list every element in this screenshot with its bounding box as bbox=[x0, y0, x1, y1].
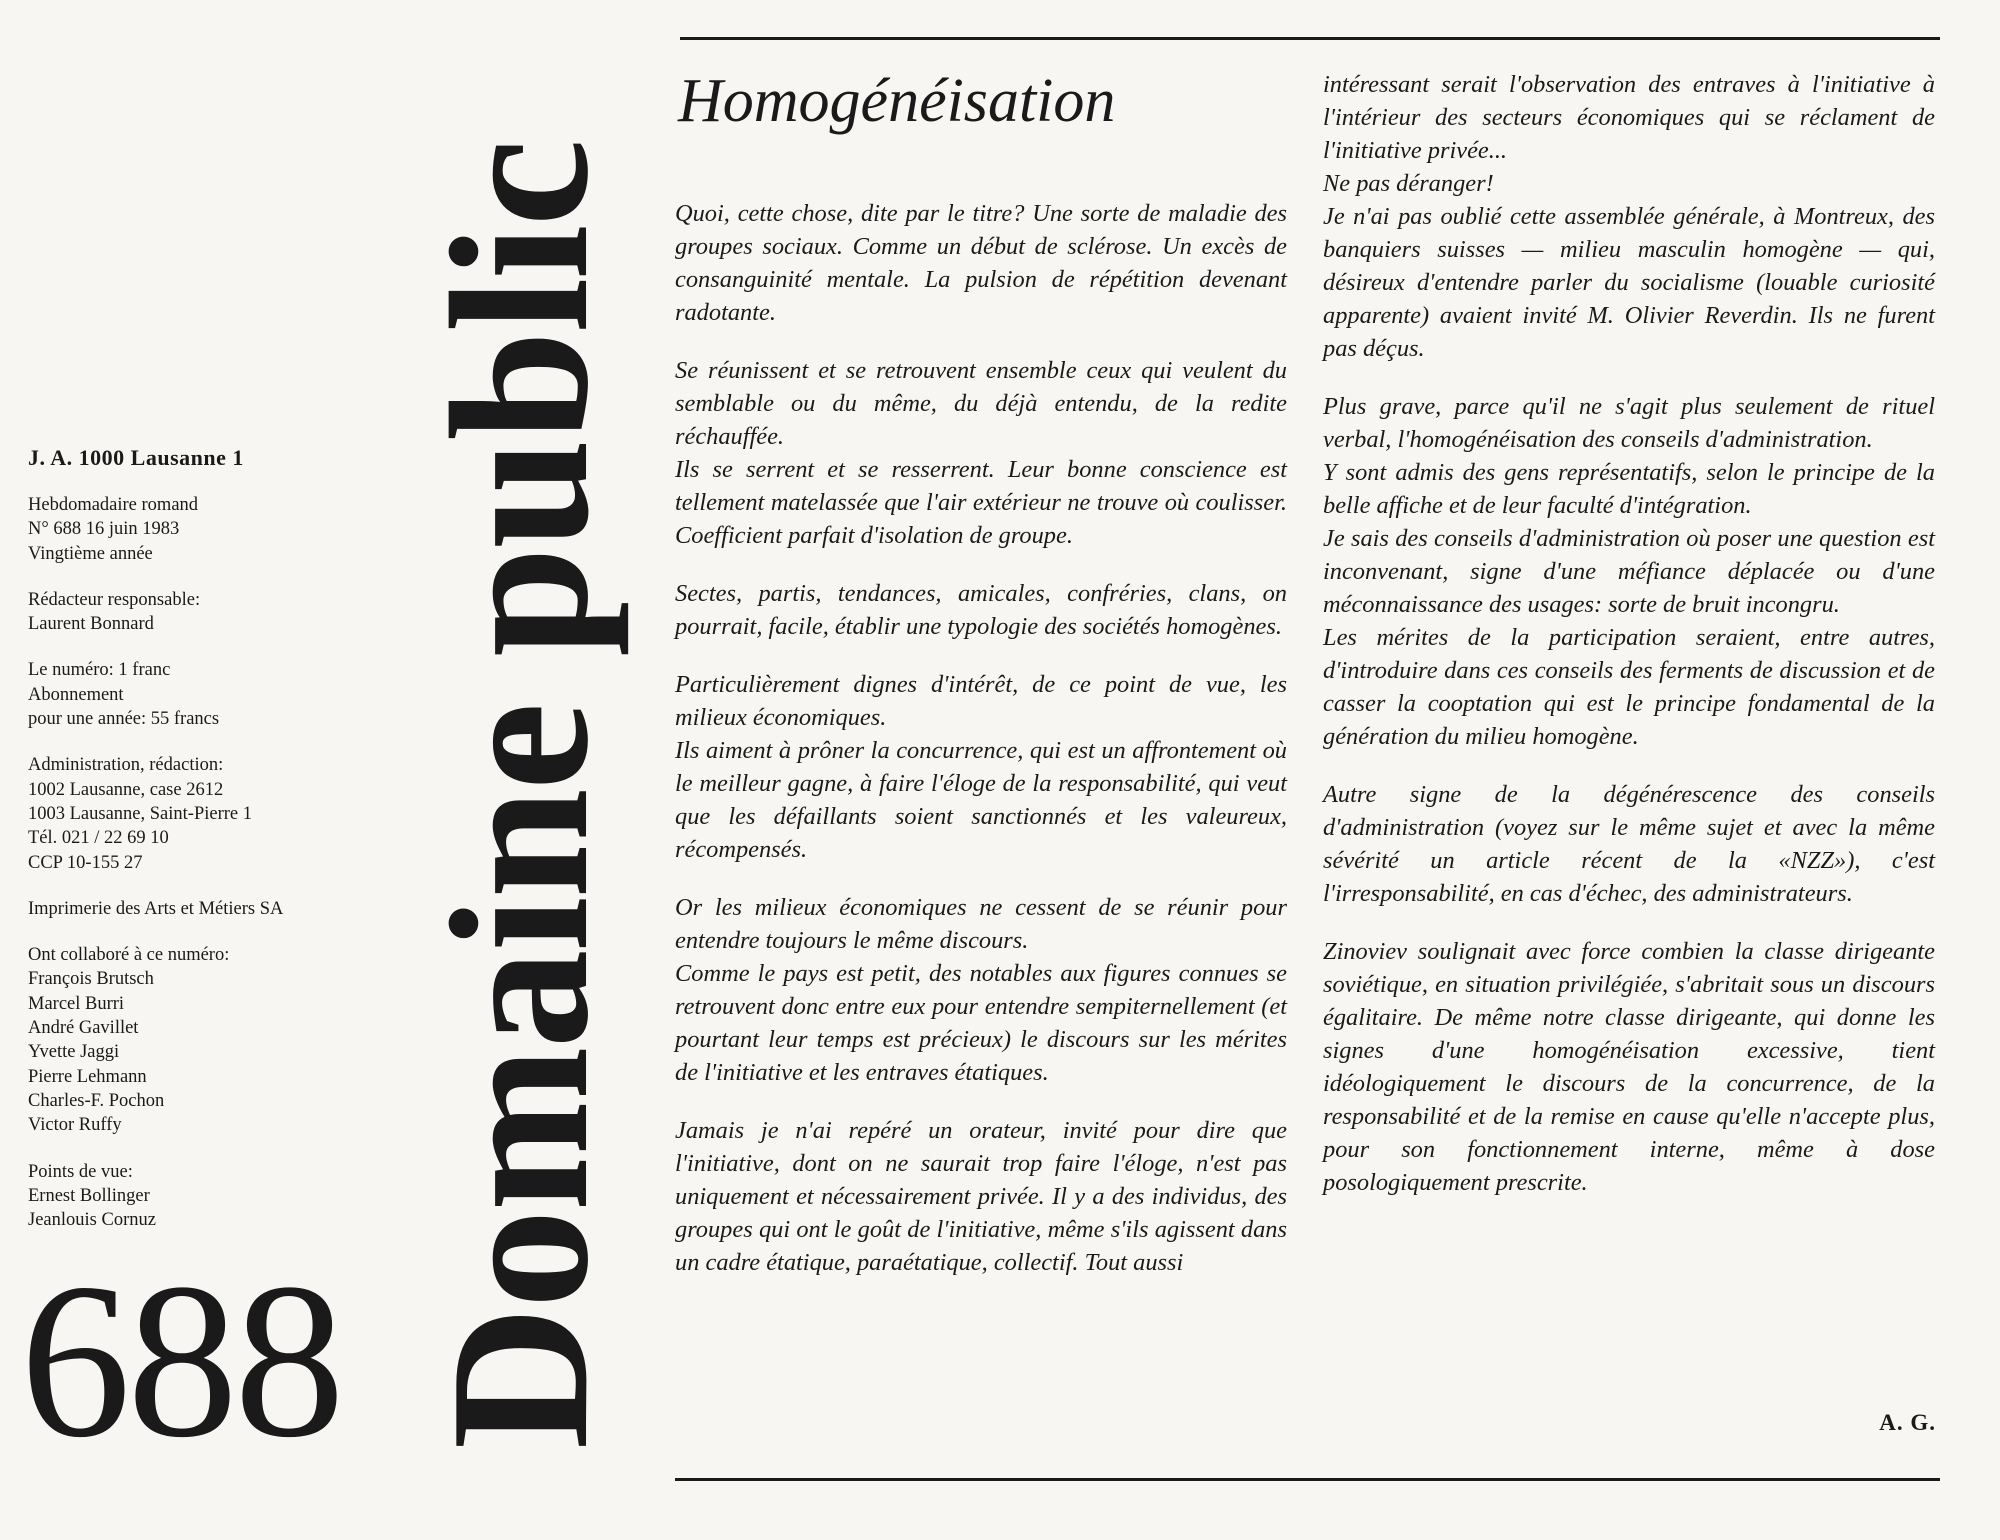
article-paragraph: Zinoviev soulignait avec force combien la classe dirigeante soviétique, en situation privilégiée, s'abritait sous un discours égalitaire. De même notre classe dirigeante, qui donne les signes d'une homogénéisation excessive, tient idéologiquement le discours de la concurrence, de la responsabilité et de la remise en cause qu'elle n'accepte plus, pour son fonctionnement interne, même à dose posologiquement prescrite. bbox=[1323, 938, 1935, 1196]
info-block bbox=[28, 943, 388, 1137]
article-paragraph: Sectes, partis, tendances, amicales, confréries, clans, on pourrait, facile, établir une typologie des sociétés homogènes. bbox=[675, 580, 1287, 640]
article-paragraph: intéressant serait l'observation des entraves à l'initiative à l'intérieur des secteurs économiques qui se réclament de l'initiative privée... bbox=[1323, 71, 1935, 164]
author-signature: A. G. bbox=[1879, 1410, 1936, 1435]
article-paragraph: Ils aiment à prôner la concurrence, qui est un affrontement où le meilleur gagne, à faire l'éloge de la responsabilité, qui veut que les défaillants soient sanctionnés et les valeureux, récompensés. bbox=[675, 737, 1287, 863]
info-line: Administration, rédaction: bbox=[28, 755, 224, 776]
info-line: Jeanlouis Cornuz bbox=[28, 1210, 156, 1231]
info-block bbox=[28, 1160, 388, 1233]
article-paragraph: Je sais des conseils d'administration où poser une question est inconvenant, signe d'une méfiance déplacée ou d'une méconnaissance des usages: sorte de bruit incongru. bbox=[1323, 525, 1935, 618]
info-line: Laurent Bonnard bbox=[28, 614, 154, 635]
info-line: François Brutsch bbox=[28, 969, 154, 990]
info-line: Tél. 021 / 22 69 10 bbox=[28, 828, 169, 849]
info-line: Le numéro: 1 franc bbox=[28, 660, 171, 681]
article-paragraph: Jamais je n'ai repéré un orateur, invité pour dire que l'initiative, dont on ne saurait trop faire l'éloge, n'est pas uniquement et nécessairement privée. Il y a des individus, des groupes qui ont le goût de l'initiative, même s'ils agissent dans un cadre étatique, paraétatique, collectif. Tout aussi bbox=[675, 1117, 1287, 1276]
info-line: Imprimerie des Arts et Métiers SA bbox=[28, 898, 284, 919]
info-block bbox=[28, 753, 388, 874]
info-line: Victor Ruffy bbox=[28, 1115, 122, 1136]
article-paragraph: Ils se serrent et se resserrent. Leur bonne conscience est tellement matelassée que l'air extérieur ne trouve où coulisser. Coefficient parfait d'isolation de groupe. bbox=[675, 456, 1287, 549]
article-paragraph: Plus grave, parce qu'il ne s'agit plus seulement de rituel verbal, l'homogénéisation des conseils d'administration. bbox=[1323, 393, 1935, 453]
info-line: Yvette Jaggi bbox=[28, 1042, 120, 1063]
article-column-1 bbox=[675, 197, 1287, 1304]
info-line: CCP 10-155 27 bbox=[28, 852, 143, 873]
article-paragraph: Les mérites de la participation seraient, entre autres, d'introduire dans ces conseils des ferments de discussion et de casser la cooptation qui est le principe fondamental de la génération du milieu homogène. bbox=[1323, 624, 1935, 750]
info-line: Hebdomadaire romand bbox=[28, 495, 199, 515]
article-paragraph: Particulièrement dignes d'intérêt, de ce point de vue, les milieux économiques. bbox=[675, 671, 1287, 731]
info-line: Ernest Bollinger bbox=[28, 1185, 150, 1206]
info-block bbox=[28, 588, 388, 637]
article-paragraph: Je n'ai pas oublié cette assemblée générale, à Montreux, des banquiers suisses — milieu masculin homogène — qui, désireux d'entendre parler du socialisme (louable curiosité apparente) avaient invité M. Olivier Reverdin. Ils ne furent pas déçus. bbox=[1323, 203, 1935, 362]
info-block bbox=[28, 658, 388, 731]
info-line: N° 688 16 juin 1983 bbox=[28, 519, 180, 540]
info-line: Pierre Lehmann bbox=[28, 1066, 147, 1087]
info-line: pour une année: 55 francs bbox=[28, 709, 220, 730]
article-paragraph: Y sont admis des gens représentatifs, selon le principe de la belle affiche et de leur faculté d'intégration. bbox=[1323, 459, 1935, 519]
info-line: Charles-F. Pochon bbox=[28, 1090, 165, 1111]
bottom-rule bbox=[675, 1478, 1940, 1481]
article-paragraph: Autre signe de la dégénérescence des conseils d'administration (voyez sur le même sujet et avec la même sévérité un article récent de la «NZZ»), c'est l'irresponsabilité, en cas d'échec, des administrateurs. bbox=[1323, 781, 1935, 907]
info-blocks bbox=[28, 493, 388, 1232]
info-block bbox=[28, 897, 388, 921]
article-title: Homogénéisation bbox=[678, 67, 1116, 135]
masthead bbox=[410, 95, 629, 1495]
article-paragraph: Or les milieux économiques ne cessent de se réunir pour entendre toujours le même discours. bbox=[675, 894, 1287, 954]
info-line: Rédacteur responsable: bbox=[28, 589, 201, 610]
article-paragraph: Comme le pays est petit, des notables aux figures connues se retrouvent donc entre eux pour entendre sempiternellement (et pourtant leur temps est précieux) le discours sur les mérites de l'initiative et les entraves étatiques. bbox=[675, 960, 1287, 1086]
article-paragraph: Se réunissent et se retrouvent ensemble ceux qui veulent du semblable ou du même, du déjà entendu, de la redite réchauffée. bbox=[675, 357, 1287, 450]
issue-number: 688 bbox=[20, 1238, 341, 1484]
sidebar bbox=[28, 445, 388, 1254]
info-line: André Gavillet bbox=[28, 1018, 139, 1039]
info-line: Abonnement bbox=[28, 684, 124, 705]
info-line: 1002 Lausanne, case 2612 bbox=[28, 779, 224, 800]
top-rule bbox=[680, 37, 1940, 40]
article-column-2 bbox=[1323, 68, 1935, 1224]
info-line: Vingtième année bbox=[28, 543, 153, 564]
info-line: Points de vue: bbox=[28, 1161, 133, 1182]
info-block bbox=[28, 493, 388, 566]
masthead-title: Domaine public bbox=[410, 140, 629, 1450]
postal-line: J. A. 1000 Lausanne 1 bbox=[28, 445, 244, 470]
info-line: Ont collaboré à ce numéro: bbox=[28, 945, 230, 966]
article-paragraph: Ne pas déranger! bbox=[1323, 170, 1494, 197]
article-paragraph: Quoi, cette chose, dite par le titre? Une sorte de maladie des groupes sociaux. Comme un début de sclérose. Un excès de consanguinité mentale. La pulsion de répétition devenant radotante. bbox=[675, 200, 1287, 326]
info-line: Marcel Burri bbox=[28, 993, 125, 1014]
info-line: 1003 Lausanne, Saint-Pierre 1 bbox=[28, 803, 252, 824]
